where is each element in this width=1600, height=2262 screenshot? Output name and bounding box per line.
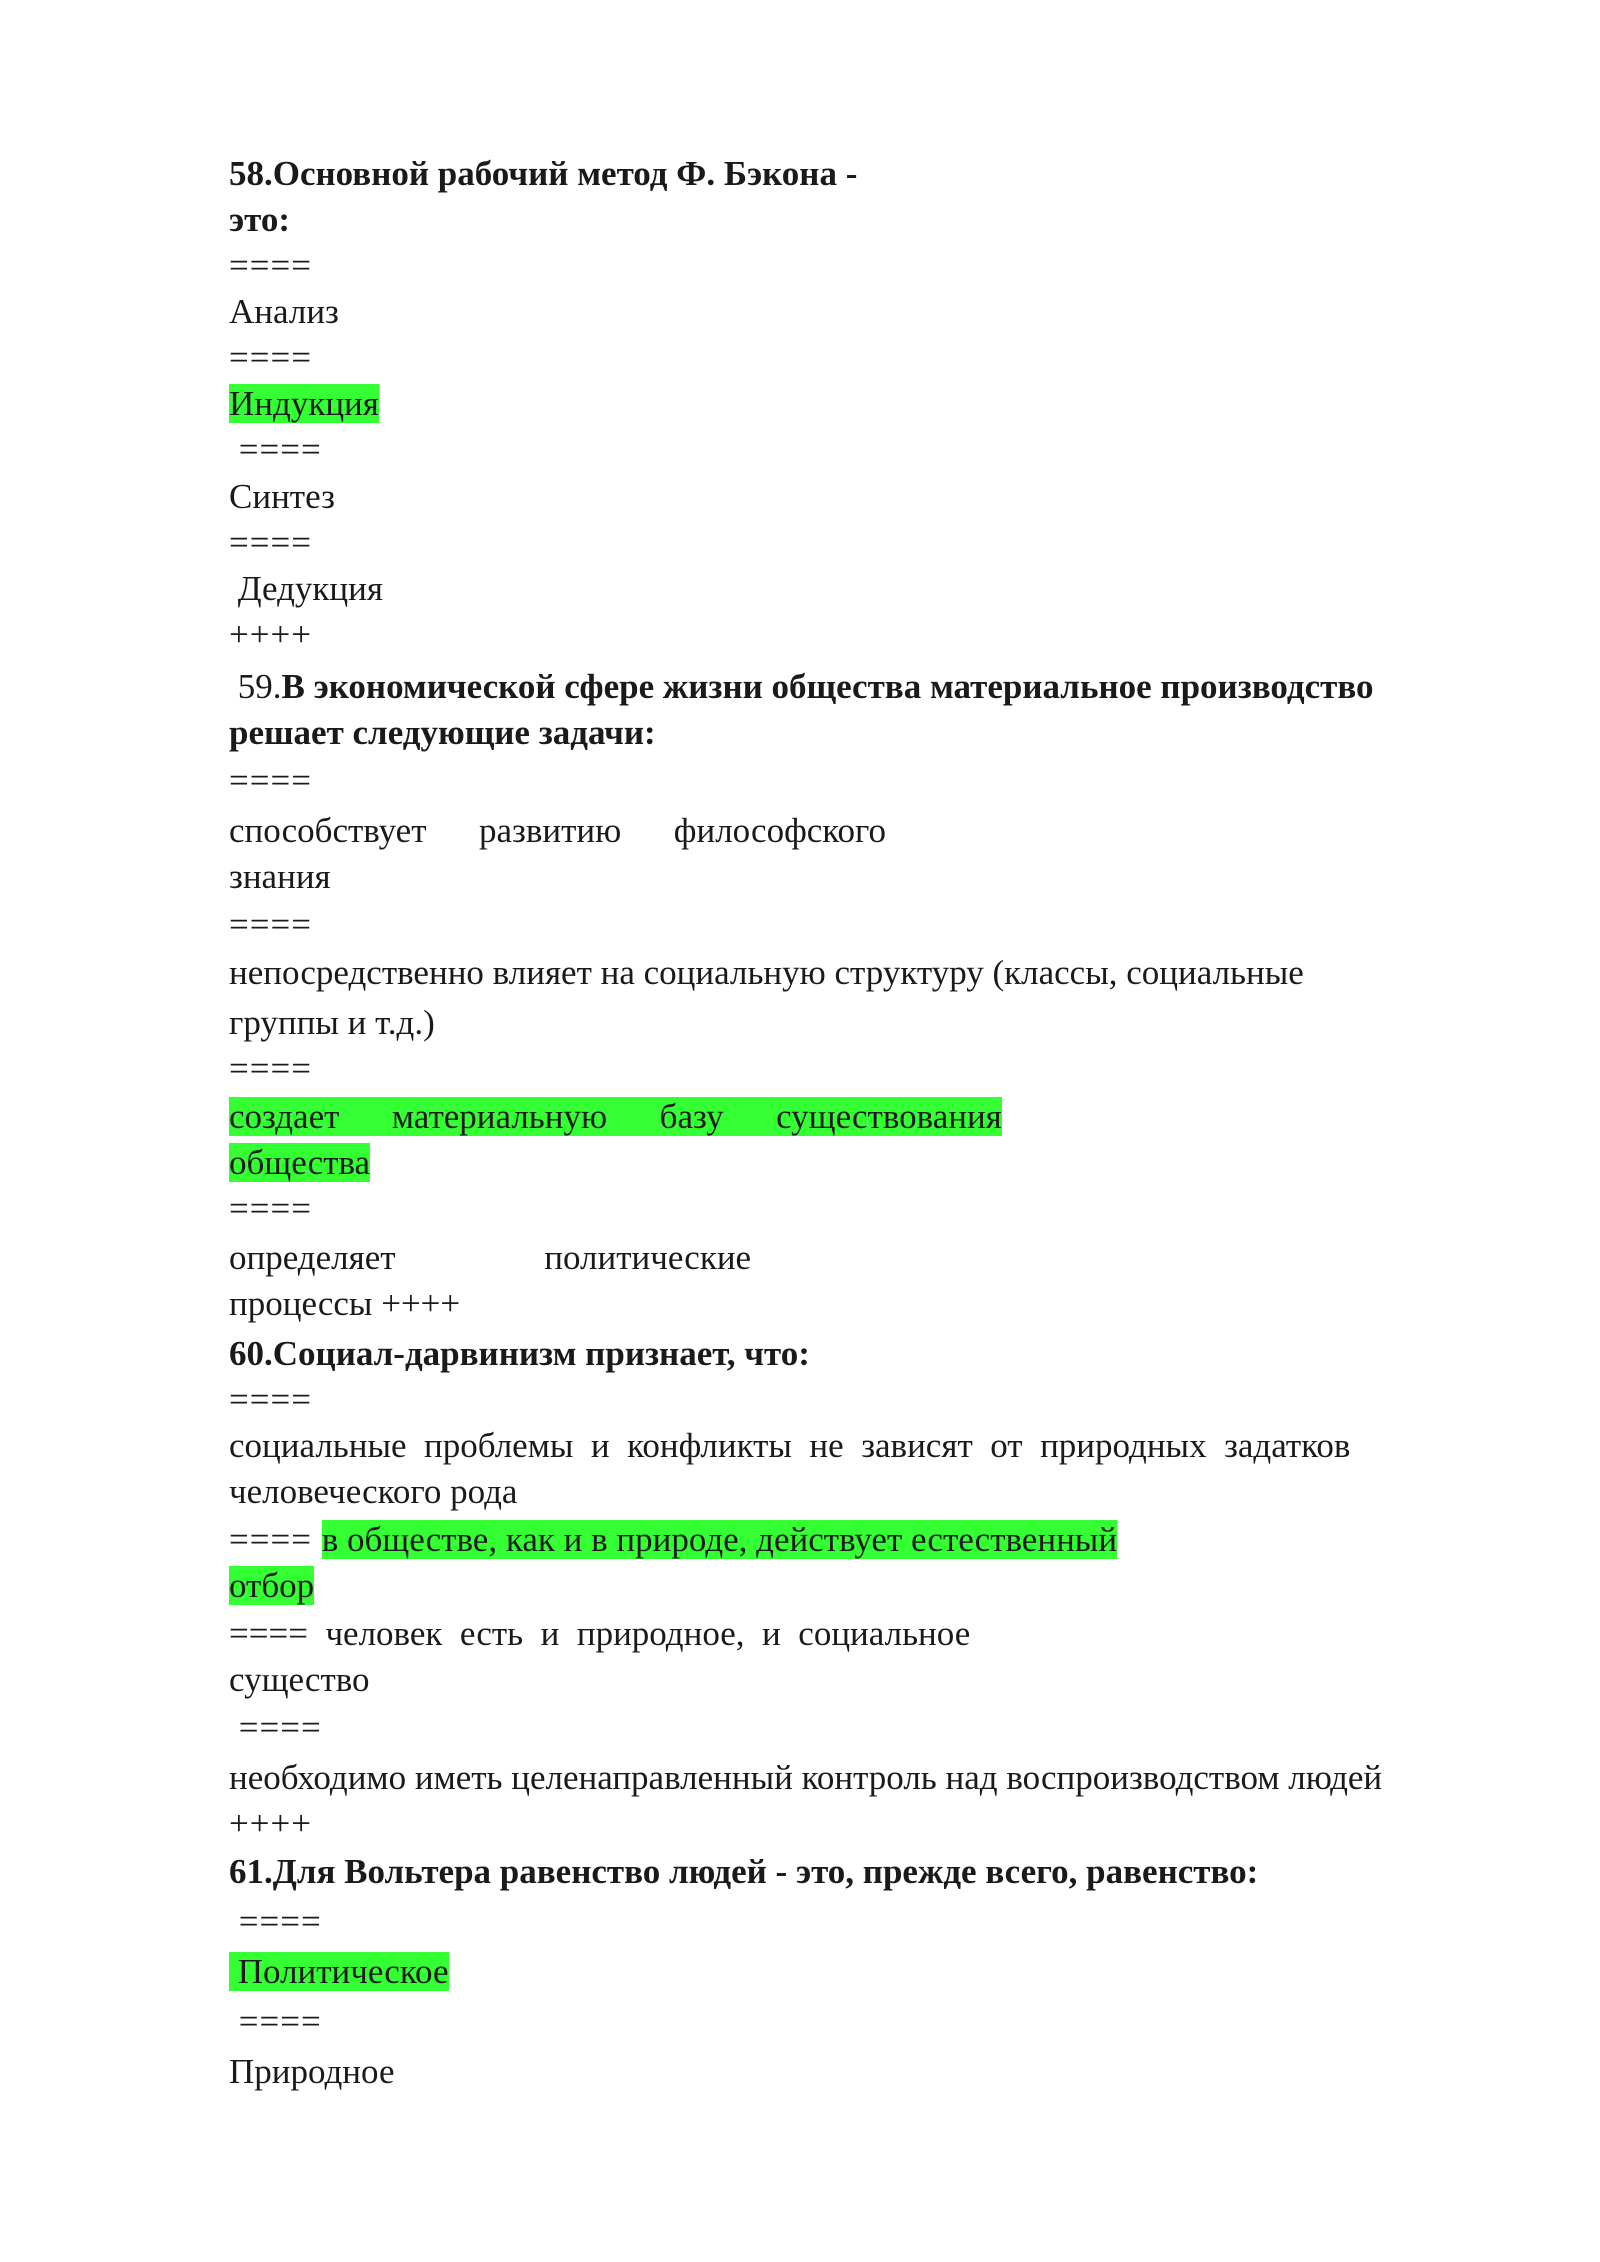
q58-end-marker: ++++ [229,615,312,654]
q61-option-1-correct [229,1950,449,1994]
q58-option-1: Анализ [229,292,339,331]
correct-answer-highlight: Политическое [229,1952,449,1991]
q59-title-line1 [229,665,1374,709]
q59-option-4-line2: процессы ++++ [229,1284,461,1323]
q58-separator-2: ==== [229,338,312,377]
q59-option-4-line1: определяет политические [229,1238,752,1277]
q58-separator-3: ==== [229,430,322,469]
q60-option-3-line1: ==== человек есть и природное, и социальное [229,1614,971,1653]
q60-option-2-line1 [229,1518,1117,1562]
q59-option-3-line1-correct [229,1095,1002,1139]
q60-title: 60.Социал-дарвинизм признает, что: [229,1334,810,1373]
correct-answer-highlight: в обществе, как и в природе, действует естественный [321,1520,1118,1559]
q59-option-2-line1: непосредственно влияет на социальную структуру (классы, социальные [229,953,1304,992]
q59-title-line2: решает следующие задачи: [229,713,656,752]
q60-option-1-line2: человеческого рода [229,1472,518,1511]
q60-option-3-line2: существо [229,1660,370,1699]
q60-option-1-line1: социальные проблемы и конфликты не зависят от природных задатков [229,1426,1351,1465]
q58-title-line1: 58.Основной рабочий метод Ф. Бэкона - [229,154,858,193]
q61-separator-2: ==== [229,2002,322,2041]
correct-answer-highlight: отбор [229,1566,315,1605]
q61-title: 61.Для Вольтера равенство людей - это, прежде всего, равенство: [229,1852,1259,1891]
correct-answer-highlight: создает материальную базу существования [229,1097,1002,1136]
q59-option-1-line2: знания [229,857,331,896]
q60-separator-1: ==== [229,1380,312,1419]
q58-title-line2: это: [229,200,291,239]
q59-option-1-line1: способствует развитию философского [229,811,887,850]
q61-separator-1: ==== [229,1902,322,1941]
q59-option-2-line2: группы и т.д.) [229,1003,435,1042]
correct-answer-highlight: общества [229,1143,371,1182]
q59-separator-1: ==== [229,761,312,800]
q58-separator-4: ==== [229,523,312,562]
correct-answer-highlight: Индукция [229,384,379,423]
q59-separator-2: ==== [229,905,312,944]
q59-number: 59. [229,667,282,706]
q59-title-text: В экономической сфере жизни общества материальное производство [281,667,1374,706]
q60-separator-4: ==== [229,1708,322,1747]
q60-option-2-line2 [229,1564,314,1608]
q58-separator-1: ==== [229,246,312,285]
q59-option-3-line2-correct [229,1141,370,1185]
q58-option-3: Синтез [229,477,335,516]
q58-option-4: Дедукция [229,569,383,608]
q60-option-4: необходимо иметь целенаправленный контроль над воспроизводством людей [229,1758,1383,1797]
q59-separator-3: ==== [229,1049,312,1088]
q61-option-2: Природное [229,2052,395,2091]
q60-end-marker: ++++ [229,1804,312,1843]
q59-separator-4: ==== [229,1189,312,1228]
q58-option-2-correct [229,382,379,426]
q60-separator-2: ==== [229,1520,322,1559]
